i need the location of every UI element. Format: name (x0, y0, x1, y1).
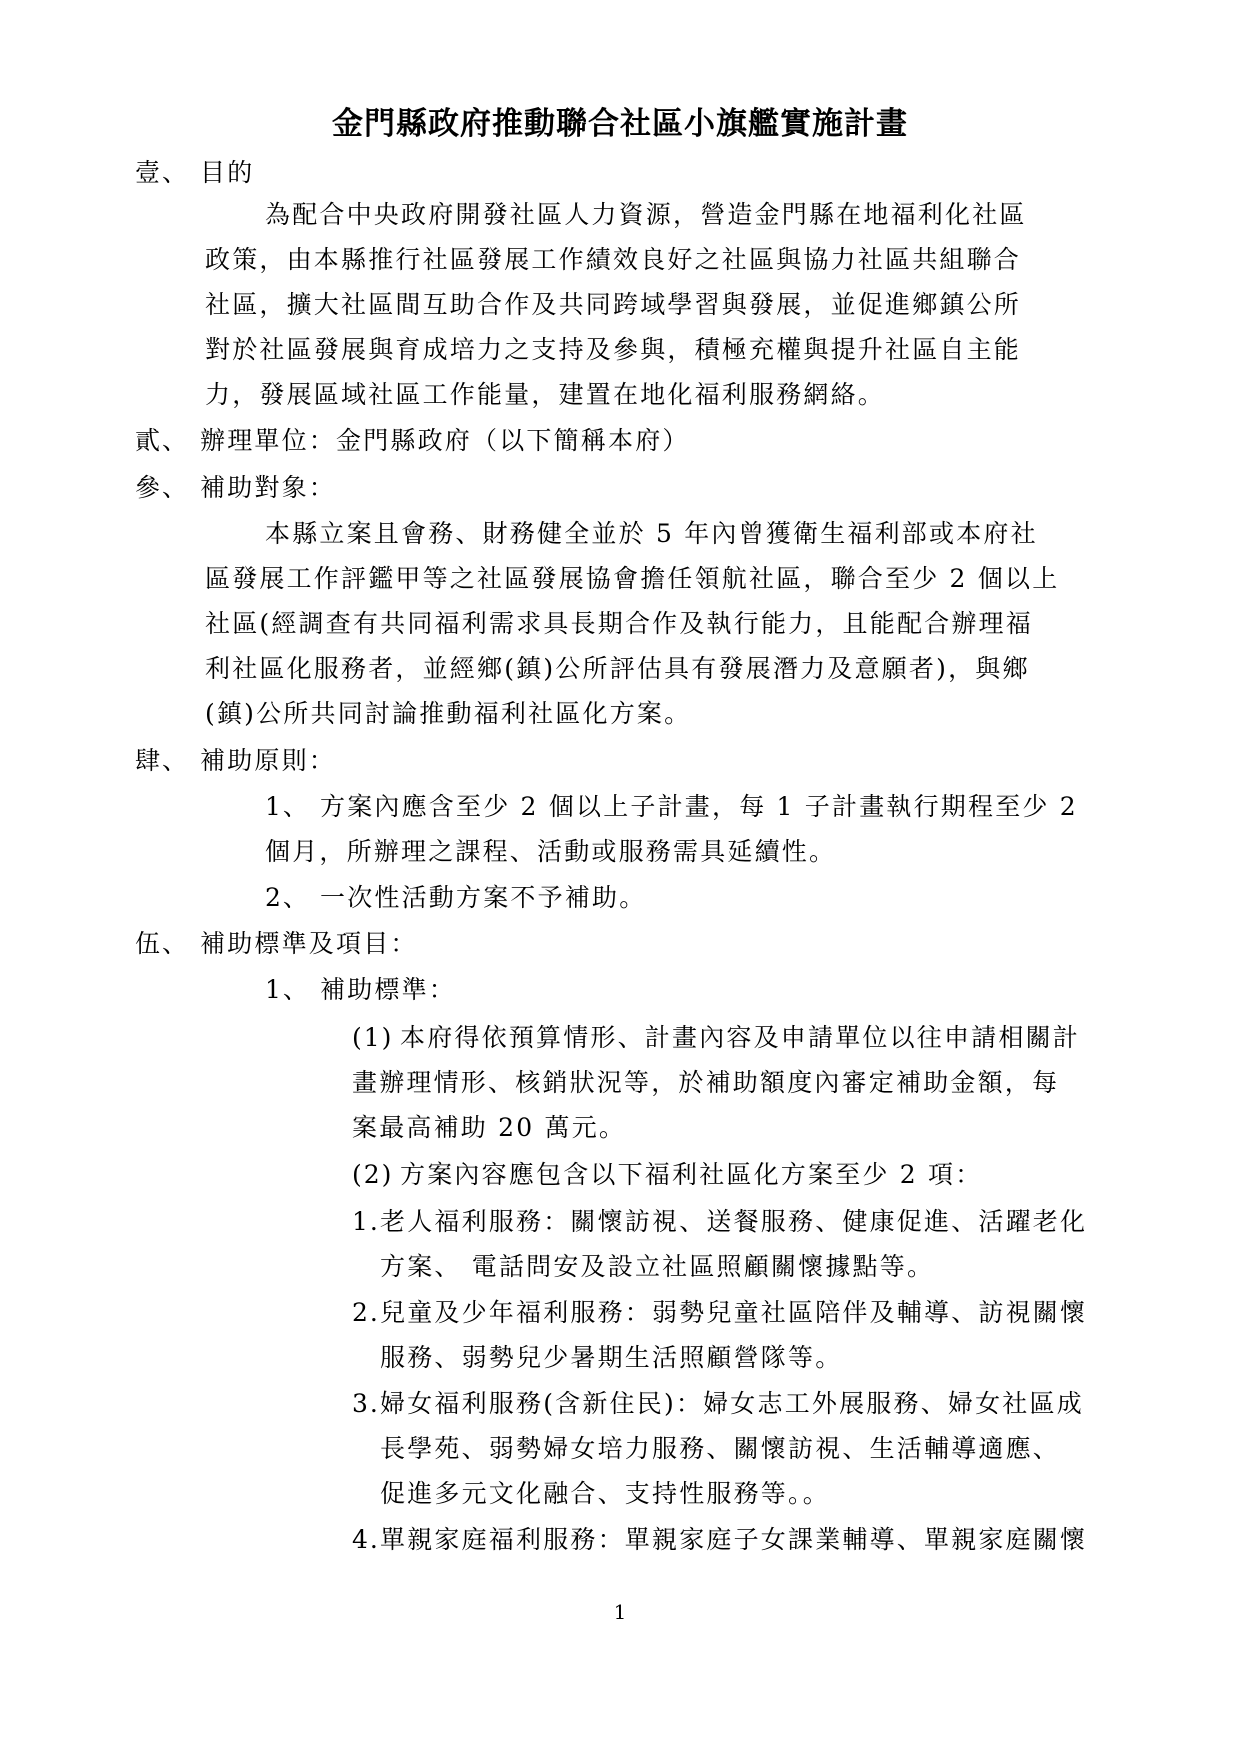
list-item-line: 單親家庭福利服務：單親家庭子女課業輔導、單親家庭關懷 (380, 1525, 1088, 1554)
page-number: 1 (613, 1600, 627, 1624)
section-5-number: 伍、 (135, 929, 190, 958)
document-title: 金門縣政府推動聯合社區小旗艦實施計畫 (332, 106, 908, 142)
list-item-number: 4. (352, 1525, 380, 1554)
section-4-number: 肆、 (135, 746, 190, 775)
list-item-line: 老人福利服務：關懷訪視、送餐服務、健康促進、活躍老化 (380, 1207, 1088, 1236)
list-item-line: 服務、弱勢兒少暑期生活照顧營隊等。 (380, 1343, 843, 1372)
list-item-line: 促進多元文化融合、支持性服務等。。 (380, 1479, 830, 1508)
list-item-line: 兒童及少年福利服務：弱勢兒童社區陪伴及輔導、訪視關懷 (380, 1298, 1088, 1327)
section-3-para-line: 區發展工作評鑑甲等之社區發展協會擔任領航社區，聯合至少 2 個以上 (205, 564, 1060, 593)
section-2-number: 貳、 (135, 426, 190, 455)
section-4-item-line: 一次性活動方案不予補助。 (320, 883, 647, 912)
subitem-number: (2) (352, 1160, 394, 1189)
section-5-sub-number: 1、 (265, 975, 310, 1004)
section-5-heading: 補助標準及項目： (200, 929, 418, 958)
section-4-item-line: 方案內應含至少 2 個以上子計畫，每 1 子計畫執行期程至少 2 (320, 792, 1078, 821)
section-3-number: 參、 (135, 473, 190, 502)
subitem-line: 案最高補助 20 萬元。 (352, 1113, 627, 1142)
list-item-line: 婦女福利服務(含新住民)：婦女志工外展服務、婦女社區成 (380, 1389, 1084, 1418)
subitem-line: 本府得依預算情形、計畫內容及申請單位以往申請相關計 (400, 1023, 1081, 1052)
section-1-para-line: 力，發展區域社區工作能量，建置在地化福利服務網絡。 (205, 380, 886, 409)
list-item-line: 方案、 電話問安及設立社區照顧關懷據點等。 (380, 1252, 935, 1281)
section-4-item-number: 2、 (265, 883, 310, 912)
section-1-para-line: 政策，由本縣推行社區發展工作績效良好之社區與協力社區共組聯合 (205, 245, 1022, 274)
section-3-para-line: 社區(經調查有共同福利需求具長期合作及執行能力，且能配合辦理福 (205, 609, 1033, 638)
section-4-item-number: 1、 (265, 792, 310, 821)
section-2-heading: 辦理單位：金門縣政府（以下簡稱本府） (200, 426, 690, 455)
section-3-heading: 補助對象： (200, 473, 337, 502)
section-3-para-line: (鎮)公所共同討論推動福利社區化方案。 (205, 699, 692, 728)
section-4-item-line: 個月，所辦理之課程、活動或服務需具延續性。 (265, 837, 837, 866)
subitem-number: (1) (352, 1023, 394, 1052)
section-3-para-line: 利社區化服務者，並經鄉(鎮)公所評估具有發展潛力及意願者)，與鄉 (205, 654, 1030, 683)
list-item-number: 3. (352, 1389, 380, 1418)
section-1-para-line: 為配合中央政府開發社區人力資源，營造金門縣在地福利化社區 (265, 200, 1027, 229)
section-1-para-line: 對於社區發展與育成培力之支持及參與，積極充權與提升社區自主能 (205, 335, 1022, 364)
subitem-line: 畫辦理情形、核銷狀況等，於補助額度內審定補助金額，每 (352, 1068, 1060, 1097)
section-4-heading: 補助原則： (200, 746, 337, 775)
section-5-sub-heading: 補助標準： (320, 975, 457, 1004)
list-item-number: 1. (352, 1207, 380, 1236)
subitem-line: 方案內容應包含以下福利社區化方案至少 2 項： (400, 1160, 983, 1189)
section-1-number: 壹、 (135, 158, 190, 187)
section-1-para-line: 社區，擴大社區間互助合作及共同跨域學習與發展，並促進鄉鎮公所 (205, 290, 1022, 319)
list-item-line: 長學苑、弱勢婦女培力服務、關懷訪視、生活輔導適應、 (380, 1434, 1061, 1463)
section-3-para-line: 本縣立案且會務、財務健全並於 5 年內曾獲衛生福利部或本府社 (265, 519, 1038, 548)
list-item-number: 2. (352, 1298, 380, 1327)
section-1-heading: 目的 (200, 158, 255, 187)
